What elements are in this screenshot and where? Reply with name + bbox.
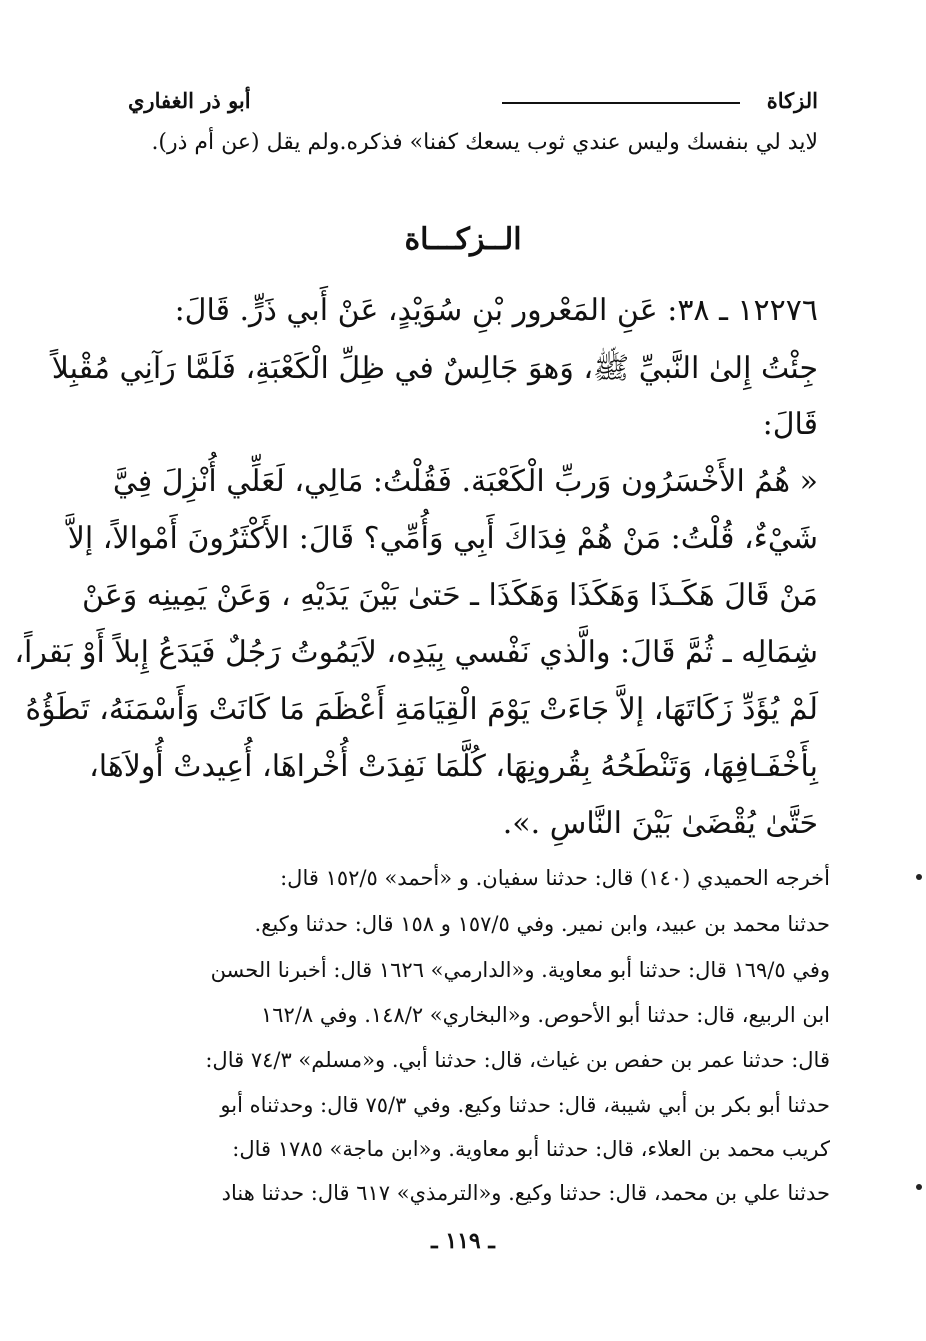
footnote-line: أخرجه الحميدي (١٤٠) قال: حدثنا سفيان. و «أحمد» ١٥٢/٥ قال: xyxy=(280,866,830,890)
hadith-line: حَتَّىٰ يُقْضَىٰ بَيْنَ النَّاسِ .». xyxy=(502,806,818,841)
footnote-line: حدثنا أبو بكر بن أبي شيبة، قال: حدثنا وكيع. وفي ٧٥/٣ قال: وحدثناه أبو xyxy=(220,1093,830,1117)
footnote-line: حدثنا علي بن محمد، قال: حدثنا وكيع. و«الترمذي» ٦١٧ قال: حدثنا هناد xyxy=(221,1181,830,1205)
scan-mark xyxy=(916,1184,922,1190)
footnote-line: وفي ١٦٩/٥ قال: حدثنا أبو معاوية. و«الدارمي» ١٦٢٦ قال: أخبرنا الحسن xyxy=(210,958,830,982)
hadith-line: « هُمُ الأَخْسَرُون وَربِّ الْكَعْبَة. فَقُلْتُ: مَالِي، لَعَلِّي أُنْزِلَ فِيَّ xyxy=(112,464,818,499)
chapter-title: الزكاة xyxy=(766,88,818,113)
hadith-line: شِمَالِه ـ ثُمَّ قَالَ: والَّذي نَفْسي بِيَدِه، لاَيَمُوتُ رَجُلٌ فَيَدَعُ إِبلاً أَوْ بَقراً، xyxy=(14,635,818,670)
hadith-line: جِئْتُ إِلىٰ النَّبيِّ ﷺ، وَهوَ جَالِسٌ في ظِلِّ الْكَعْبَةِ، فَلَمَّا رَآنِي مُقْبِلاً xyxy=(51,351,818,386)
scan-mark xyxy=(916,874,922,880)
author-name: أبو ذر الغفاري xyxy=(128,88,251,113)
header-rule xyxy=(502,102,740,104)
footnote-line: قال: حدثنا عمر بن حفص بن غياث، قال: حدثنا أبي. و«مسلم» ٧٤/٣ قال: xyxy=(205,1048,830,1072)
hadith-line: لَمْ يُؤَدِّ زَكَاتَهَا، إلاَّ جَاءَتْ يَوْمَ الْقِيَامَةِ أَعْظَمَ مَا كَانَتْ وَأَسْمَنَهُ، تَطَؤُهُ xyxy=(25,692,818,727)
running-header xyxy=(128,84,818,118)
hadith-line: بِأَخْفَـافِهَا، وَتَنْطَحُهُ بِقُرونِهَا، كُلَّمَا نَفِدَتْ أُخْراهَا، أُعِيدتْ أُولاَهَا، xyxy=(89,749,818,784)
hadith-line: ١٢٢٧٦ ـ ٣٨: عَنِ المَعْرور بْنِ سُوَيْدٍ، عَنْ أَبي ذَرٍّ. قَالَ: xyxy=(174,293,818,328)
hadith-line: مَنْ قَالَ هَكَـذَا وَهَكَذَا وَهَكَذَا ـ حَتىٰ بَيْنَ يَدَيْهِ ، وَعَنْ يَمِينِه وَعَنْ xyxy=(82,578,818,613)
hadith-line: قَالَ: xyxy=(762,407,818,442)
hadith-line: شَيْءٌ، قُلْتُ: مَنْ هُمْ فِدَاكَ أَبِي وَأُمِّي؟ قَالَ: الأَكْثَرُونَ أَمْوالاً، إلاَّ xyxy=(67,521,818,556)
footnote-line: كريب محمد بن العلاء، قال: حدثنا أبو معاوية. و«ابن ماجة» ١٧٨٥ قال: xyxy=(232,1137,830,1161)
footnote-line: حدثنا محمد بن عبيد، وابن نمير. وفي ١٥٧/٥ و ١٥٨ قال: حدثنا وكيع. xyxy=(254,912,830,936)
carryover-text: لايد لي بنفسك وليس عندي ثوب يسعك كفنا» فذكره.ولم يقل (عن أم ذر). xyxy=(151,130,818,155)
page-number: ـ ١١٩ ـ xyxy=(431,1228,495,1254)
section-title: الــزكـــاة xyxy=(404,222,522,257)
footnote-line: ابن الربيع، قال: حدثنا أبو الأحوص. و«البخاري» ١٤٨/٢. وفي ١٦٢/٨ xyxy=(261,1003,830,1027)
